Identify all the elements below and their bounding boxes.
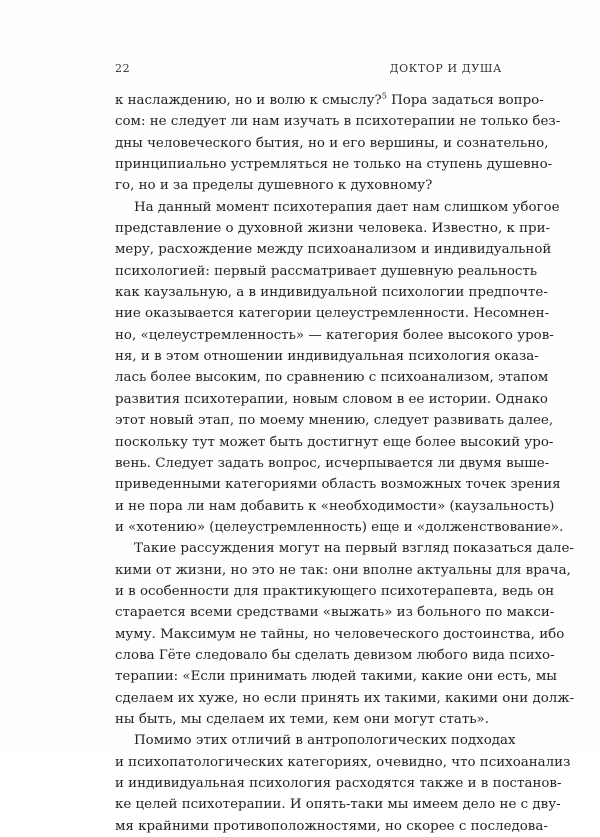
text-line-content: сделаем их хуже, но если принять их такими, какими они долж- <box>115 690 575 706</box>
text-line-content: психологией: первый рассматривает душевную реальность <box>115 263 538 279</box>
text-line <box>115 773 562 794</box>
text-line <box>115 581 555 602</box>
text-line <box>115 303 550 324</box>
text-line-content: развития психотерапии, новым словом в ее истории. Однако <box>115 391 548 407</box>
text-line-content: принципиально устремляться не только на ступень душевно- <box>115 157 553 173</box>
text-line-content: дны человеческого бытия, но и его вершины, и сознательно, <box>115 135 549 151</box>
text-line-content: меру, расхождение между психоанализом и индивидуальной <box>115 242 552 258</box>
text-line-content: ке целей психотерапии. И опять-таки мы имеем дело не с дву- <box>115 797 561 813</box>
text-line-content: кими от жизни, но это не так: они вполне актуальны для врача, <box>115 562 571 578</box>
page-header <box>115 62 502 78</box>
text-line <box>115 133 549 154</box>
text-line <box>115 538 574 559</box>
text-line <box>115 602 555 623</box>
text-line <box>115 560 571 581</box>
text-line-content: терапии: «Если принимать людей такими, какие они есть, мы <box>115 669 557 685</box>
text-line <box>115 175 502 196</box>
text-line <box>115 496 555 517</box>
text-line <box>115 239 552 260</box>
text-line-content: На данный момент психотерапия дает нам слишком убогое <box>134 199 560 215</box>
text-line <box>115 367 549 388</box>
text-line <box>115 218 551 239</box>
text-line-content: и индивидуальная психология расходятся также и в постанов- <box>115 776 562 791</box>
text-line <box>115 90 544 111</box>
text-line <box>115 410 554 431</box>
text-line-content: представление о духовной жизни человека. Известно, к при- <box>115 221 551 237</box>
text-line <box>115 666 557 687</box>
text-line <box>115 752 571 773</box>
running-title: ДОКТОР И ДУША <box>389 62 502 75</box>
text-line <box>115 730 516 751</box>
text-line <box>115 453 550 474</box>
text-line-content: и психопатологических категориях, очевидно, что психоанализ <box>115 754 571 770</box>
text-line-content: слова Гёте следовало бы сделать девизом любого вида психо- <box>115 647 555 663</box>
text-line-content: лась более высоким, по сравнению с психоанализом, этапом <box>115 370 549 386</box>
text-line-content: мя крайними противоположностями, но скорее с последова- <box>115 818 548 834</box>
text-line <box>115 474 561 495</box>
text-line-content: Такие рассуждения могут на первый взгляд показаться дале- <box>134 541 574 557</box>
text-line <box>115 816 548 837</box>
text-line <box>115 154 553 175</box>
text-line <box>115 432 554 453</box>
text-line-content: го, но и за пределы душевного к духовному? <box>115 178 433 194</box>
text-line-content: ние оказывается категории целеустремленности. Несомнен- <box>115 306 550 322</box>
text-line-content: сом: не следует ли нам изучать в психотерапии не только без- <box>115 114 561 130</box>
text-line <box>115 282 548 303</box>
text-line-content: Помимо этих отличий в антропологических подходах <box>134 733 516 749</box>
text-line-content: и «хотению» (целеустремленность) еще и «долженствование». <box>115 519 564 535</box>
text-line <box>115 325 554 346</box>
text-line-content: как каузальную, а в индивидуальной психологии предпочте- <box>115 285 548 301</box>
text-line-continuation: Пора задаться вопро- <box>386 93 544 108</box>
text-line-content: но, «целеустремленность» — категория более высокого уров- <box>115 327 554 343</box>
text-line-content: приведенными категориями область возможных точек зрения <box>115 477 561 493</box>
page-number: 22 <box>115 62 131 75</box>
text-line <box>115 197 560 218</box>
text-line <box>115 517 564 538</box>
text-line-content: поскольку тут может быть достигнут еще более высокий уро- <box>115 434 554 450</box>
text-line <box>115 389 548 410</box>
text-line-content: к наслаждению, но и волю к смыслу? <box>115 93 382 108</box>
text-line <box>115 624 565 645</box>
footnote-marker[interactable]: 5 <box>381 91 387 101</box>
text-line-content: вень. Следует задать вопрос, исчерпывается ли двумя выше- <box>115 455 550 471</box>
body-text <box>115 90 575 837</box>
text-line-content: этот новый этап, по моему мнению, следует развивать далее, <box>115 413 554 429</box>
text-line-content: и не пора ли нам добавить к «необходимости» (каузальность) <box>115 498 555 514</box>
text-line-content: старается всеми средствами «выжать» из больного по макси- <box>115 605 555 621</box>
text-line <box>115 111 561 132</box>
text-line <box>115 645 555 666</box>
text-line <box>115 346 539 367</box>
text-line-content: ны быть, мы сделаем их теми, кем они могут стать». <box>115 711 489 727</box>
text-line-content: ня, и в этом отношении индивидуальная психология оказа- <box>115 349 539 365</box>
text-line <box>115 794 561 815</box>
text-line <box>115 261 538 282</box>
text-line-content: и в особенности для практикующего психотерапевта, ведь он <box>115 583 555 599</box>
text-line <box>115 688 575 709</box>
text-line <box>115 709 502 730</box>
text-line-content: муму. Максимум не тайны, но человеческого достоинства, ибо <box>115 626 565 642</box>
